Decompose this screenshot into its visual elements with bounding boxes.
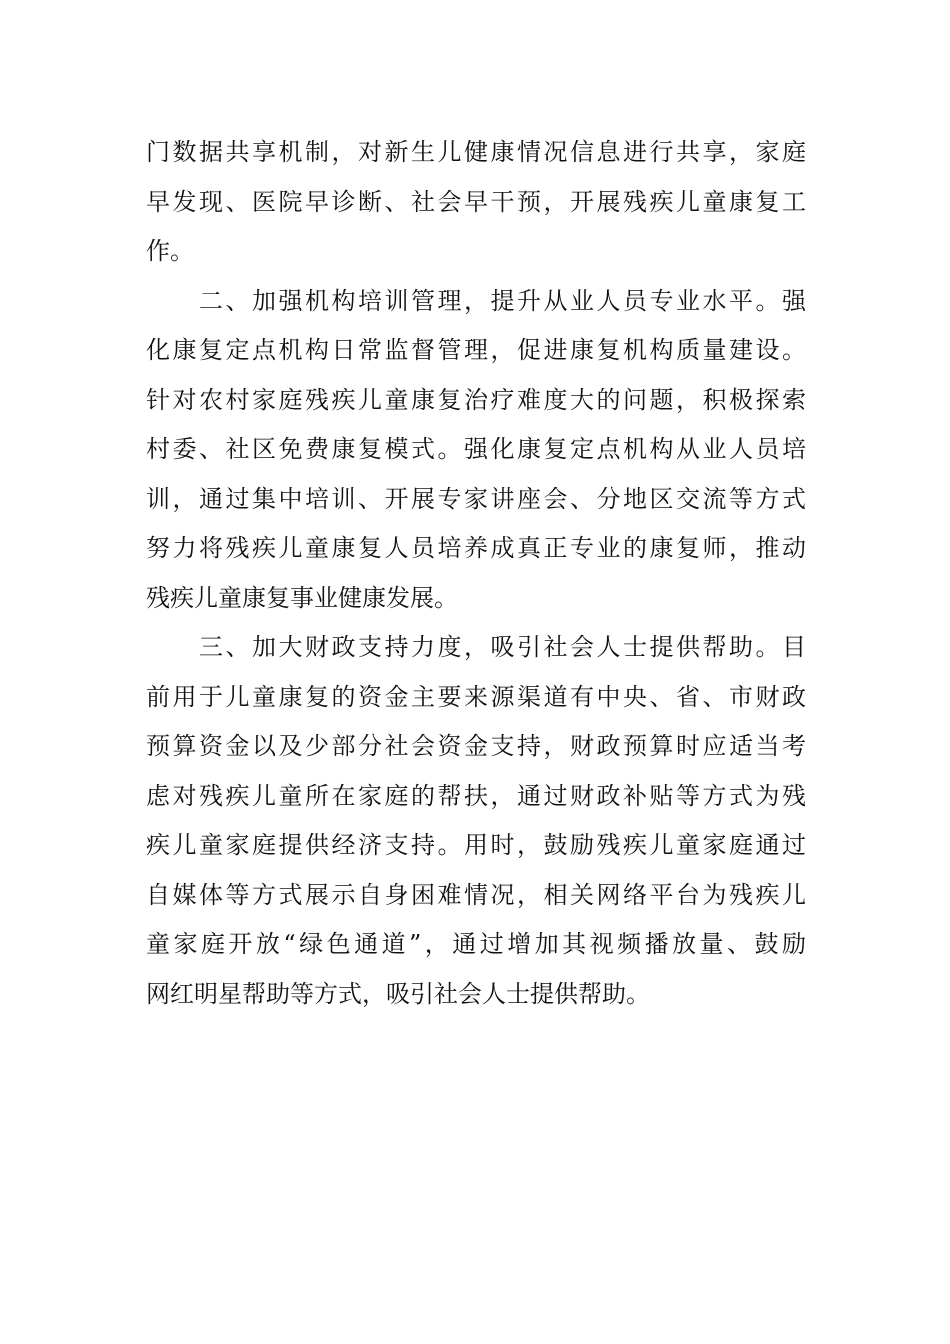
text-line: 残疾儿童康复事业健康发展。 <box>146 583 458 612</box>
paragraph-3 <box>146 623 806 1019</box>
document-body <box>146 128 806 1019</box>
text-line: 童家庭开放“绿色通道”，通过增加其视频播放量、鼓励 <box>146 930 806 958</box>
text-line: 预算资金以及少部分社会资金支持，财政预算时应适当考 <box>146 732 806 760</box>
text-line: 网红明星帮助等方式，吸引社会人士提供帮助。 <box>146 979 650 1008</box>
text-line: 前用于儿童康复的资金主要来源渠道有中央、省、市财政 <box>146 682 806 711</box>
text-line: 自媒体等方式展示自身困难情况，相关网络平台为残疾儿 <box>146 880 806 909</box>
text-line: 门数据共享机制，对新生儿健康情况信息进行共享，家庭 <box>146 138 806 166</box>
paragraph-1 <box>146 128 806 277</box>
text-line: 努力将残疾儿童康复人员培养成真正专业的康复师，推动 <box>146 534 806 562</box>
text-line: 三、加大财政支持力度，吸引社会人士提供帮助。目 <box>146 633 806 661</box>
text-line: 村委、社区免费康复模式。强化康复定点机构从业人员培 <box>146 435 806 463</box>
text-line: 二、加强机构培训管理，提升从业人员专业水平。强 <box>146 286 806 315</box>
text-line: 疾儿童家庭提供经济支持。用时，鼓励残疾儿童家庭通过 <box>146 831 806 859</box>
paragraph-2 <box>146 277 806 624</box>
text-line: 作。 <box>146 237 194 265</box>
text-line: 早发现、医院早诊断、社会早干预，开展残疾儿童康复工 <box>146 187 806 216</box>
text-line: 虑对残疾儿童所在家庭的帮扶，通过财政补贴等方式为残 <box>146 781 806 810</box>
text-line: 针对农村家庭残疾儿童康复治疗难度大的问题，积极探索 <box>146 385 806 414</box>
text-line: 化康复定点机构日常监督管理，促进康复机构质量建设。 <box>146 336 806 364</box>
text-line: 训，通过集中培训、开展专家讲座会、分地区交流等方式 <box>146 484 806 513</box>
